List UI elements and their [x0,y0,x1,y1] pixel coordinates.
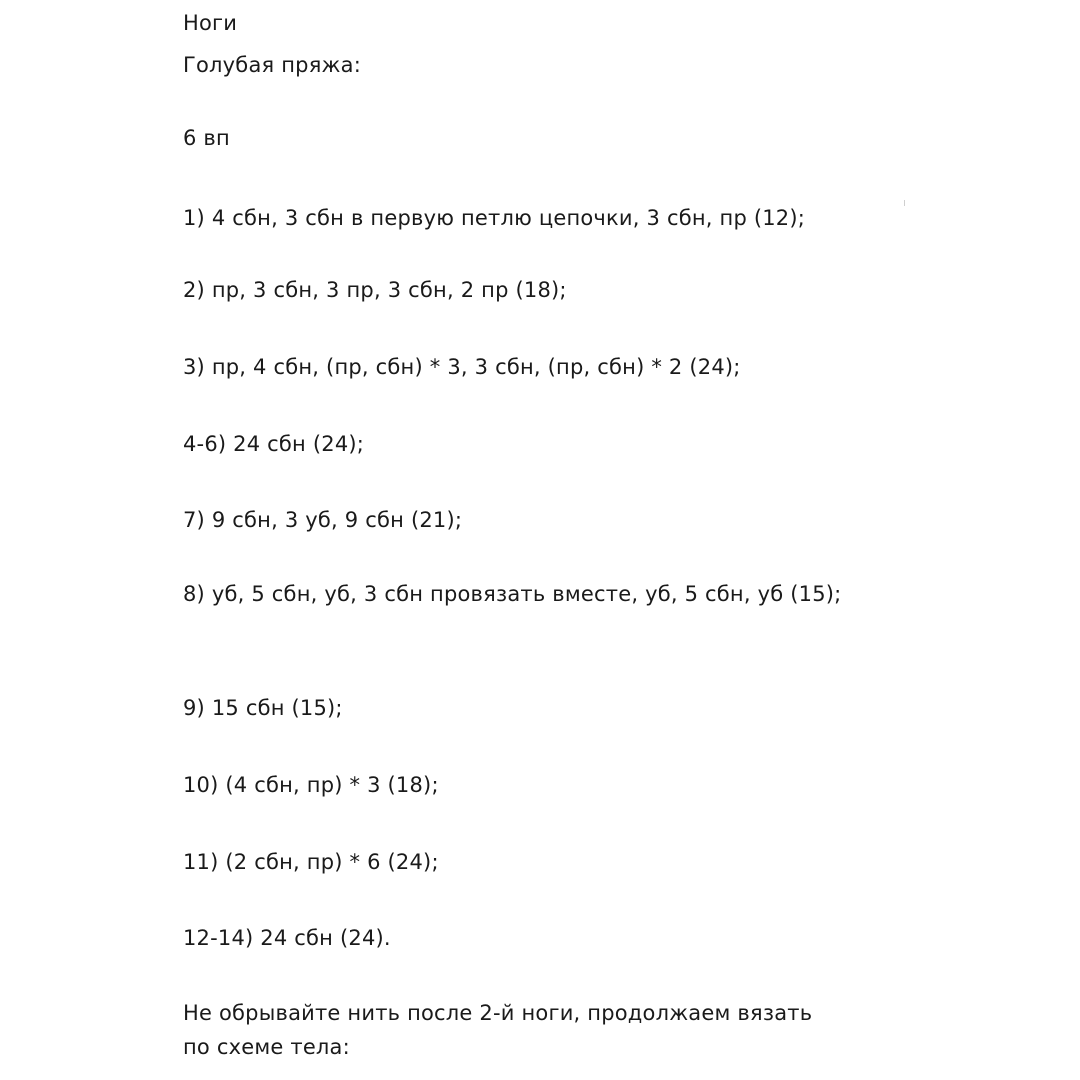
starting-chain: 6 вп [183,126,230,150]
pattern-row-12-14: 12-14) 24 сбн (24). [183,926,391,950]
scan-speck [904,200,905,206]
pattern-row-7: 7) 9 сбн, 3 уб, 9 сбн (21); [183,508,463,532]
pattern-row-1: 1) 4 сбн, 3 сбн в первую петлю цепочки, 3 сбн, пр (12); [183,206,806,230]
yarn-label: Голубая пряжа: [183,53,361,77]
pattern-row-11: 11) (2 сбн, пр) * 6 (24); [183,850,439,874]
pattern-row-4-6: 4-6) 24 сбн (24); [183,432,365,456]
continuation-note: Не обрывайте нить после 2-й ноги, продолжаем вязать по схеме тела: [183,1001,813,1059]
pattern-row-10: 10) (4 сбн, пр) * 3 (18); [183,773,439,797]
pattern-row-8: 8) уб, 5 сбн, уб, 3 сбн провязать вместе, уб, 5 сбн, уб (15); [183,582,842,606]
pattern-row-3: 3) пр, 4 сбн, (пр, сбн) * 3, 3 сбн, (пр, сбн) * 2 (24); [183,355,741,379]
pattern-row-2: 2) пр, 3 сбн, 3 пр, 3 сбн, 2 пр (18); [183,278,567,302]
section-title: Ноги [183,11,238,35]
pattern-row-9: 9) 15 сбн (15); [183,696,343,720]
